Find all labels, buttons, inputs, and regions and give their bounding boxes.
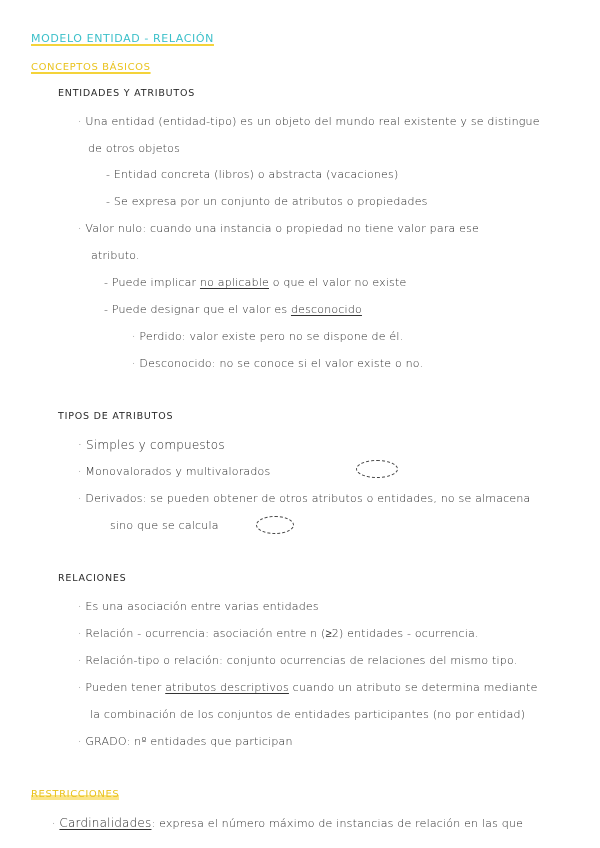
subheading-tipos-atributos: TIPOS DE ATRIBUTOS xyxy=(58,411,174,422)
cardinalidades-line xyxy=(52,816,523,830)
section-heading-restricciones: RESTRICCIONES xyxy=(31,789,120,800)
relacion-item-4-line-1 xyxy=(78,681,538,694)
subheading-relaciones: RELACIONES xyxy=(58,573,127,584)
relacion-item-4-line-2: la combinación de los conjuntos de entidades participantes (no por entidad) xyxy=(90,708,526,721)
valor-nulo-sub-2 xyxy=(104,303,362,316)
relacion-item-1: · Es una asociación entre varias entidades xyxy=(78,600,319,613)
valor-nulo-line-2: atributo. xyxy=(91,249,140,262)
tipo-derivados-line-2: sino que se calcula xyxy=(110,519,219,532)
item4-post: cuando un atributo se determina mediante xyxy=(288,681,538,694)
desconocido-line: · Desconocido: no se conoce si el valor existe o no. xyxy=(132,357,424,370)
sub1-underlined: no aplicable xyxy=(199,276,269,289)
entidad-line-1: · Una entidad (entidad-tipo) es un objeto del mundo real existente y se distingue xyxy=(78,115,540,128)
entidad-sub-1: - Entidad concreta (libros) o abstracta (vacaciones) xyxy=(106,168,399,181)
perdido-line: · Perdido: valor existe pero no se dispone de él. xyxy=(132,330,404,343)
tipo-simples: · Simples y compuestos xyxy=(78,438,225,452)
item4-underlined: atributos descriptivos xyxy=(165,681,289,694)
derived-oval-icon xyxy=(256,516,294,534)
tipo-multivalorados: · Monovalorados y multivalorados xyxy=(78,465,271,478)
section-heading-conceptos: CONCEPTOS BÁSICOS xyxy=(31,62,151,73)
card-pre: · xyxy=(52,817,60,830)
page-title: MODELO ENTIDAD - RELACIÓN xyxy=(31,32,214,45)
tipo-derivados-line-1: · Derivados: se pueden obtener de otros atributos o entidades, no se almacena xyxy=(78,492,531,505)
sub1-post: o que el valor no existe xyxy=(269,276,407,289)
relacion-item-3: · Relación-tipo o relación: conjunto ocurrencias de relaciones del mismo tipo. xyxy=(78,654,518,667)
subheading-entidades: ENTIDADES Y ATRIBUTOS xyxy=(58,88,196,99)
item4-pre: · Pueden tener xyxy=(78,681,166,694)
valor-nulo-sub-1 xyxy=(104,276,406,289)
sub2-pre: - Puede designar que el valor es xyxy=(104,303,291,316)
valor-nulo-line-1: · Valor nulo: cuando una instancia o propiedad no tiene valor para ese xyxy=(78,222,479,235)
sub2-underlined: desconocido xyxy=(290,303,362,316)
relacion-grado: · GRADO: nº entidades que participan xyxy=(78,735,293,748)
multivalued-oval-icon xyxy=(356,460,398,478)
entidad-sub-2: - Se expresa por un conjunto de atributos o propiedades xyxy=(106,195,428,208)
card-underlined: Cardinalidades xyxy=(59,816,152,830)
entidad-line-2: de otros objetos xyxy=(88,142,181,155)
card-post: : expresa el número máximo de instancias de relación en las que xyxy=(151,817,524,830)
sub1-pre: - Puede implicar xyxy=(104,276,200,289)
relacion-item-2: · Relación - ocurrencia: asociación entre n (≥2) entidades - ocurrencia. xyxy=(78,627,479,640)
